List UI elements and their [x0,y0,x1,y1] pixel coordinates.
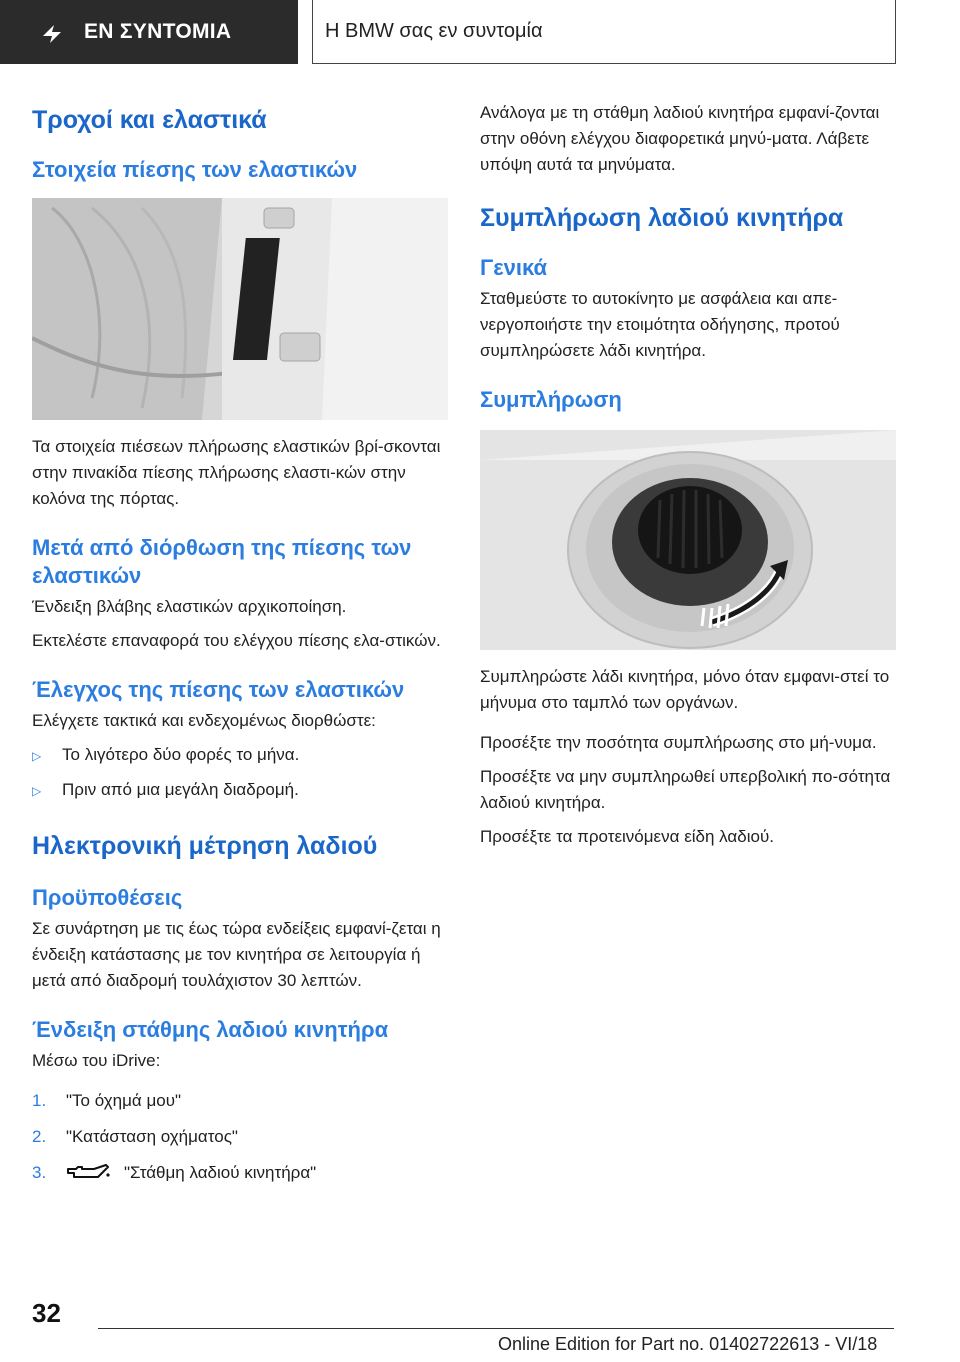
heading-filling: Συμπλήρωση [480,387,622,412]
tab-bmw-overview[interactable] [312,0,896,64]
oil-can-icon [66,1163,110,1183]
heading-electronic-oil: Ηλεκτρονική μέτρηση λαδιού [32,832,378,860]
edition-text: Online Edition for Part no. 01402722613 - VI/18 [498,1334,878,1354]
list-item [32,742,448,769]
paragraph-via-idrive: Μέσω του iDrive: [32,1051,161,1070]
step-text: "Κατάσταση οχήματος" [66,1127,238,1146]
heading-general: Γενικά [480,255,548,280]
list-item-text: Το λιγότερο δύο φορές το μήνα. [62,745,300,764]
tab-label: Η BMW σας εν συντομία [325,20,543,42]
door-pillar-illustration [32,198,448,420]
paragraph-pressure-data: Τα στοιχεία πιέσεων πλήρωσης ελαστικών βρί-σκονται στην πινακίδα πίεσης πλήρωσης ελαστι-κών στην κολόνα της πόρτας. [32,437,441,508]
page-number: 32 [32,1298,61,1328]
door-pillar-image [32,198,448,420]
tab-label: ΕΝ ΣΥΝΤΟΜΙΑ [84,20,232,43]
heading-tyre-pressure-data: Στοιχεία πίεσης των ελαστικών [32,157,358,182]
paragraph-fill-1: Συμπληρώστε λάδι κινητήρα, μόνο όταν εμφανι-στεί το μήνυμα στο ταμπλό των οργάνων. [480,667,890,712]
paragraph-fill-2: Προσέξτε την ποσότητα συμπλήρωσης στο μή-νυμα. [480,733,877,752]
step-number: 3. [32,1163,47,1182]
tab-quick-reference[interactable] [0,0,298,64]
heading-topping-up-oil: Συμπλήρωση λαδιού κινητήρα [480,204,844,232]
heading-check-pressure: Έλεγχος της πίεσης των ελαστικών [32,677,405,702]
paragraph-oil-messages: Ανάλογα με τη στάθμη λαδιού κινητήρα εμφανί-ζονται στην οθόνη ελέγχου διαφορετικά μηνύ-ματα. Λάβετε υπόψη αυτά τα μηνύματα. [480,103,880,174]
left-column [32,96,448,1186]
paragraph-fill-3: Προσέξτε να μην συμπληρωθεί υπερβολική πο-σότητα λαδιού κινητήρα. [480,767,891,812]
triangle-bullet-icon: ▷ [32,784,42,798]
paragraph-prerequisites: Σε συνάρτηση με τις έως τώρα ενδείξεις εμφανί-ζεται η ένδειξη κατάστασης με τον κινητήρα σε λειτουργία ή μετά από διαδρομή τουλάχιστον 30 λεπτών. [32,919,441,990]
list-item [32,1124,448,1150]
paragraph-fill-4: Προσέξτε τα προτεινόμενα είδη λαδιού. [480,827,774,846]
triangle-bullet-icon: ▷ [32,749,42,763]
right-column [480,96,896,850]
heading-tyres: Τροχοί και ελαστικά [32,106,267,134]
oil-filler-cap-illustration [480,430,896,650]
heading-after-correction: Μετά από διόρθωση της πίεσης των ελαστικών [32,535,412,588]
step-number: 2. [32,1127,47,1146]
paragraph-check-pressure: Ελέγχετε τακτικά και ενδεχομένως διορθώστε: [32,711,376,730]
flash-icon [40,22,64,46]
heading-prerequisites: Προϋποθέσεις [32,885,183,910]
oil-filler-cap-image [480,430,896,650]
paragraph-after-correction-2: Εκτελέστε επαναφορά του ελέγχου πίεσης ελα-στικών. [32,631,441,650]
heading-oil-level-display: Ένδειξη στάθμης λαδιού κινητήρα [32,1017,389,1042]
list-item-text: Πριν από μια μεγάλη διαδρομή. [62,780,299,799]
footer-divider [98,1328,894,1329]
paragraph-after-correction-1: Ένδειξη βλάβης ελαστικών αρχικοποίηση. [32,597,347,616]
step-text: "Στάθμη λαδιού κινητήρα" [124,1163,317,1182]
page-header [0,0,960,66]
list-item [32,1088,448,1114]
paragraph-general: Σταθμεύστε το αυτοκίνητο με ασφάλεια και απε-νεργοποιήστε την ετοιμότητα οδήγησης, προτού συμπληρώσετε λάδι κινητήρα. [480,289,840,360]
step-text: "Το όχημά μου" [66,1091,182,1110]
list-item [32,777,448,804]
step-number: 1. [32,1091,47,1110]
list-item [32,1160,448,1186]
